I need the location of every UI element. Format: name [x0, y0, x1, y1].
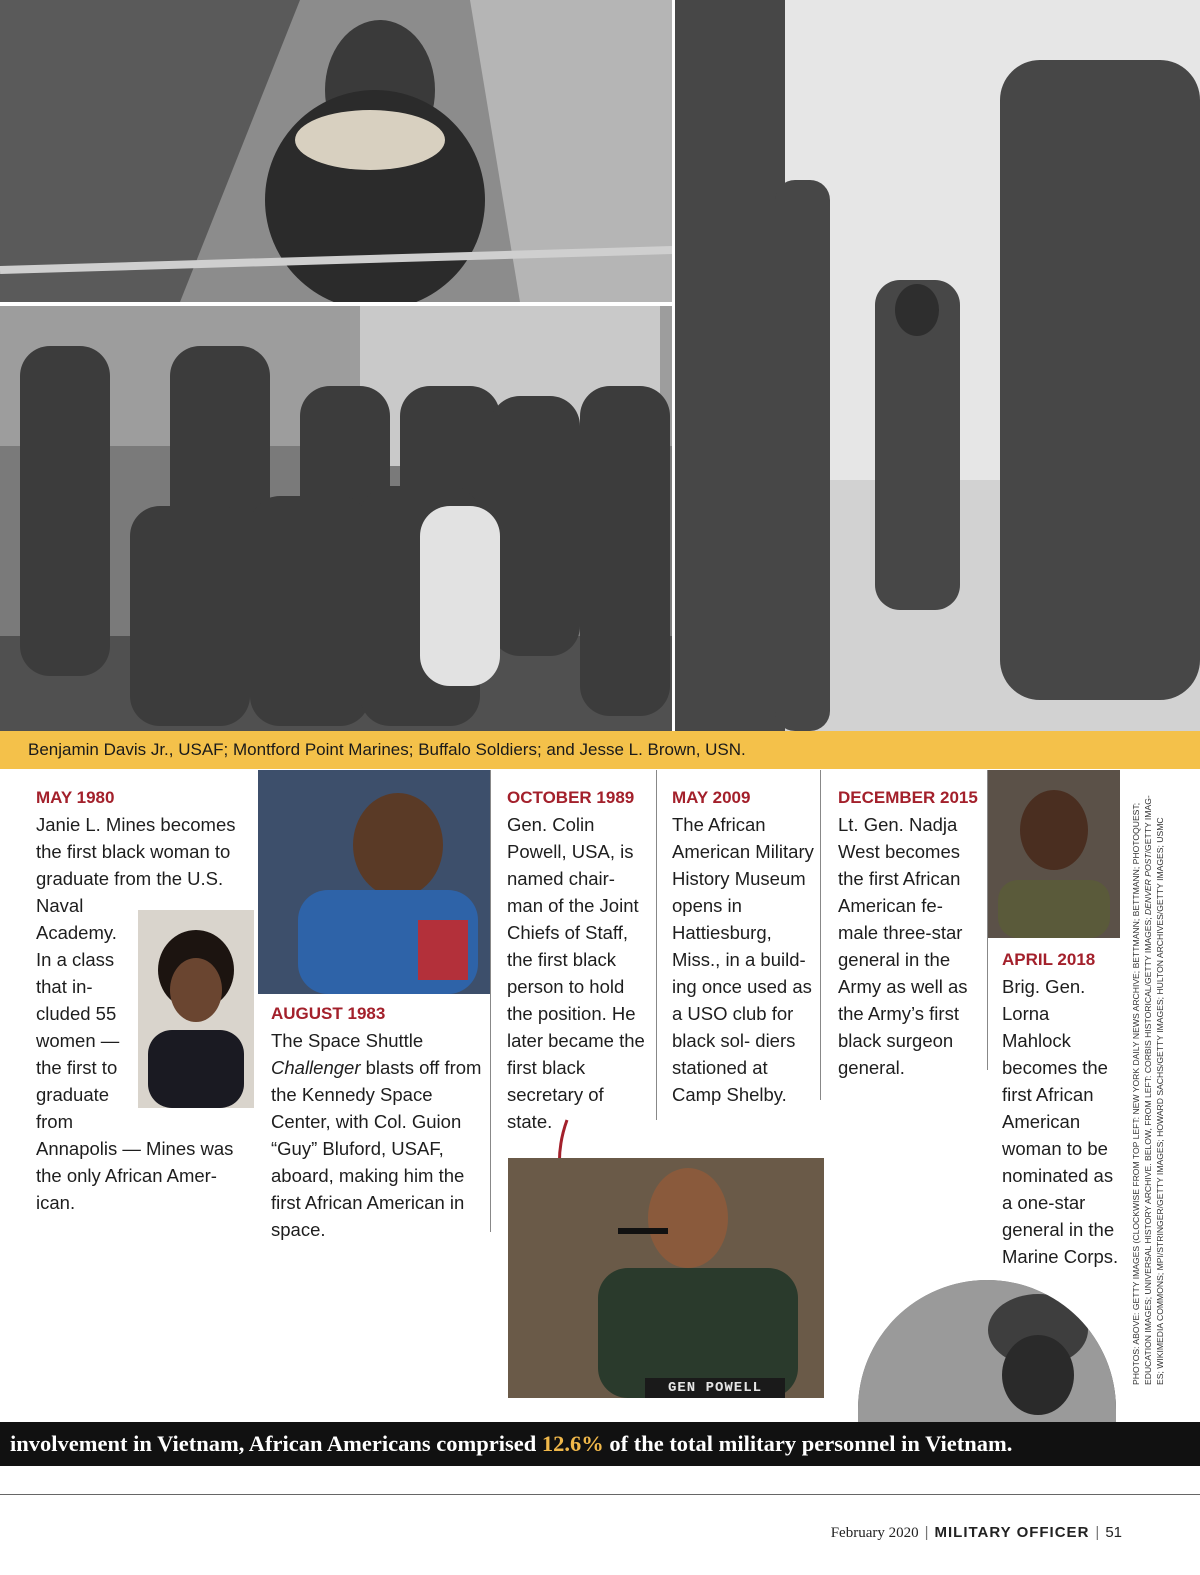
credits-line — [1142, 785, 1154, 1385]
credits-line: ES; WIKIMEDIA COMMONS; MPI/STRINGER/GETTY IMAGES; HOWARD SACHS/GETTY IMAGES; HULTON ARCHIVES/GETTY IMAGES; USMC — [1155, 817, 1165, 1385]
credits-part: EDUCATION IMAGES; UNIVERSAL HISTORY ARCHIVE. BELOW, FROM LEFT: CORBIS HISTORICAL/GETTY IMAGES; — [1143, 914, 1153, 1385]
entry-text: Lt. Gen. Nadja West becomes the first African American fe- male three-star general in the Army as well as the Army’s first black surgeon general. — [838, 814, 968, 1078]
photo-credits — [1130, 785, 1170, 1385]
entry-date: MAY 2009 — [672, 788, 751, 807]
timeline-entry-aug-1983 — [271, 1000, 485, 1243]
banner-highlight: 12.6% — [541, 1431, 604, 1456]
powell-nameplate: GEN POWELL — [645, 1378, 785, 1398]
shuttle-name: Challenger — [271, 1057, 361, 1078]
banner-text: involvement in Vietnam, African Americans comprised — [10, 1431, 542, 1456]
column-divider — [656, 770, 657, 1120]
photo-lorna-mahlock — [988, 770, 1120, 938]
entry-text: Brig. Gen. Lorna Mahlock becomes the first African American woman to be nominated as a one-star general in the Marine Corps. — [1002, 976, 1119, 1267]
entry-text: Academy. — [36, 922, 117, 943]
entry-text: the first to — [36, 1057, 118, 1078]
photo-buffalo-soldiers — [0, 306, 672, 731]
banner-text: of the total military personnel in Vietnam. — [603, 1431, 1013, 1456]
footer-divider — [0, 1494, 1200, 1495]
timeline-entry-oct-1989 — [507, 784, 652, 1135]
credits-line: PHOTOS: ABOVE: GETTY IMAGES (CLOCKWISE FROM TOP LEFT: NEW YORK DAILY NEWS ARCHIVE; BETTMANN; BETTMANN; PHOTOQUEST; — [1131, 802, 1141, 1385]
entry-text: cluded 55 — [36, 1003, 117, 1024]
credits-part: /GETTY IMAG- — [1143, 795, 1153, 854]
entry-text: Annapolis — Mines was the only African Amer- ican. — [36, 1138, 234, 1213]
photo-benjamin-davis-pilot — [0, 0, 672, 302]
publication-name: MILITARY OFFICER — [934, 1524, 1090, 1541]
photo-vietnam-soldier — [858, 1280, 1116, 1422]
entry-text: In a class — [36, 949, 115, 970]
entry-text: that in- — [36, 976, 93, 997]
entry-text: Janie L. Mines becomes the first black woman to graduate from the U.S. — [36, 814, 236, 889]
entry-text: Gen. Colin Powell, USA, is named chair- man of the Joint Chiefs of Staff, the first black person to hold the position. He later became the first black secretary of state. — [507, 814, 645, 1132]
timeline-entry-apr-2018 — [1002, 946, 1120, 1270]
timeline-entry-dec-2015 — [838, 784, 983, 1081]
issue-date: February 2020 — [830, 1525, 919, 1541]
page-number: 51 — [1105, 1524, 1122, 1541]
photo-montford-point-marines — [675, 0, 1200, 731]
photo-guion-bluford — [258, 770, 490, 994]
vietnam-statistic-banner — [0, 1422, 1200, 1466]
entry-text-part: The Space Shuttle — [271, 1030, 424, 1051]
timeline-entry-may-2009 — [672, 784, 817, 1108]
entry-text: Naval — [36, 895, 84, 916]
page-footer — [831, 1524, 1122, 1542]
entry-text: from — [36, 1111, 73, 1132]
entry-date: APRIL 2018 — [1002, 950, 1096, 969]
footer-separator: | — [1095, 1524, 1100, 1541]
credits-part: DENVER POST — [1143, 853, 1153, 915]
photo-caption-bar: Benjamin Davis Jr., USAF; Montford Point Marines; Buffalo Soldiers; and Jesse L. Brown, USN. — [0, 731, 1200, 769]
entry-date: DECEMBER 2015 — [838, 788, 978, 807]
entry-text: The African American Military History Museum opens in Hattiesburg, Miss., in a build- ing once used as a USO club for black sol- diers stationed at Camp Shelby. — [672, 814, 814, 1105]
entry-text: women — — [36, 1030, 120, 1051]
entry-text — [271, 1027, 485, 1243]
entry-text-part: blasts off from the Kennedy Space Center, with Col. Guion “Guy” Bluford, USAF, aboard, making him the first African American in space. — [271, 1057, 482, 1240]
column-divider — [820, 770, 821, 1100]
entry-text: graduate — [36, 1084, 110, 1105]
entry-date: MAY 1980 — [36, 788, 115, 807]
entry-date: AUGUST 1983 — [271, 1004, 386, 1023]
photo-colin-powell — [508, 1158, 824, 1398]
column-divider — [490, 770, 491, 1232]
footer-separator: | — [924, 1524, 929, 1541]
entry-date: OCTOBER 1989 — [507, 788, 635, 807]
photo-janie-mines — [138, 910, 254, 1108]
